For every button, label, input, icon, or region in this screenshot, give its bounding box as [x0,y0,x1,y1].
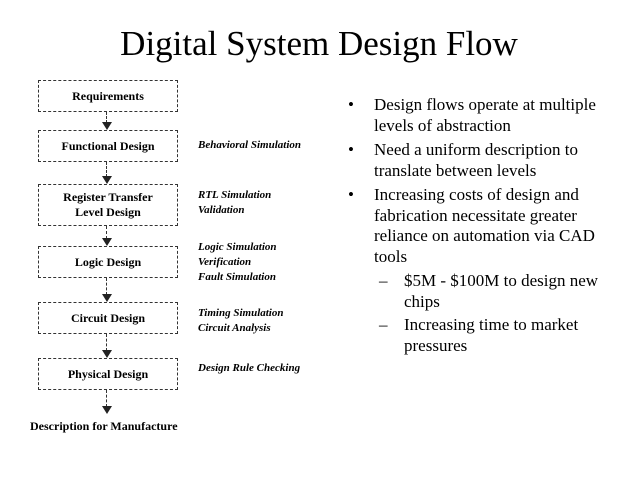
bullet-item: • Increasing costs of design and fabrication necessitate greater reliance on automation via CAD tools [343,185,625,267]
bullet-list [343,95,625,359]
flow-arrow [102,112,112,130]
flow-arrow [102,390,112,414]
flow-box-functional-design [38,130,178,162]
page-title: Digital System Design Flow [120,24,518,63]
sub-bullet-item: – $5M - $100M to design new chips [343,271,625,312]
flow-box-label: Functional Design [61,138,155,153]
flow-arrow [102,278,112,302]
simulation-label-functional: Behavioral Simulation [198,139,301,151]
flow-arrow [102,334,112,358]
flow-box-circuit-design [38,302,178,334]
flow-box-label: Physical Design [67,366,149,381]
bullet-item: • Need a uniform description to translate between levels [343,140,625,181]
simulation-label-logic: Logic Simulation Verification Fault Simulation [198,241,277,283]
simulation-label-circuit: Timing Simulation Circuit Analysis [198,307,284,334]
simulation-label-physical: Design Rule Checking [198,362,301,374]
flow-box-physical-design [38,358,178,390]
sub-bullet-item: – Increasing time to market pressures [343,315,625,356]
flow-box-label: Logic Design [74,254,142,269]
flow-arrow [102,162,112,184]
flow-final-label: Description for Manufacture [30,419,178,433]
flow-box-label: Circuit Design [70,310,146,325]
flow-box-label: Requirements [72,88,144,103]
flow-arrow [102,226,112,246]
flow-box-label: Register Transfer Level Design [63,190,153,219]
flow-box-rtl-design [38,184,178,226]
flow-box-logic-design [38,246,178,278]
bullet-item: • Design flows operate at multiple levels of abstraction [343,95,625,136]
flow-box-requirements [38,80,178,112]
simulation-label-rtl: RTL Simulation Validation [198,189,272,216]
